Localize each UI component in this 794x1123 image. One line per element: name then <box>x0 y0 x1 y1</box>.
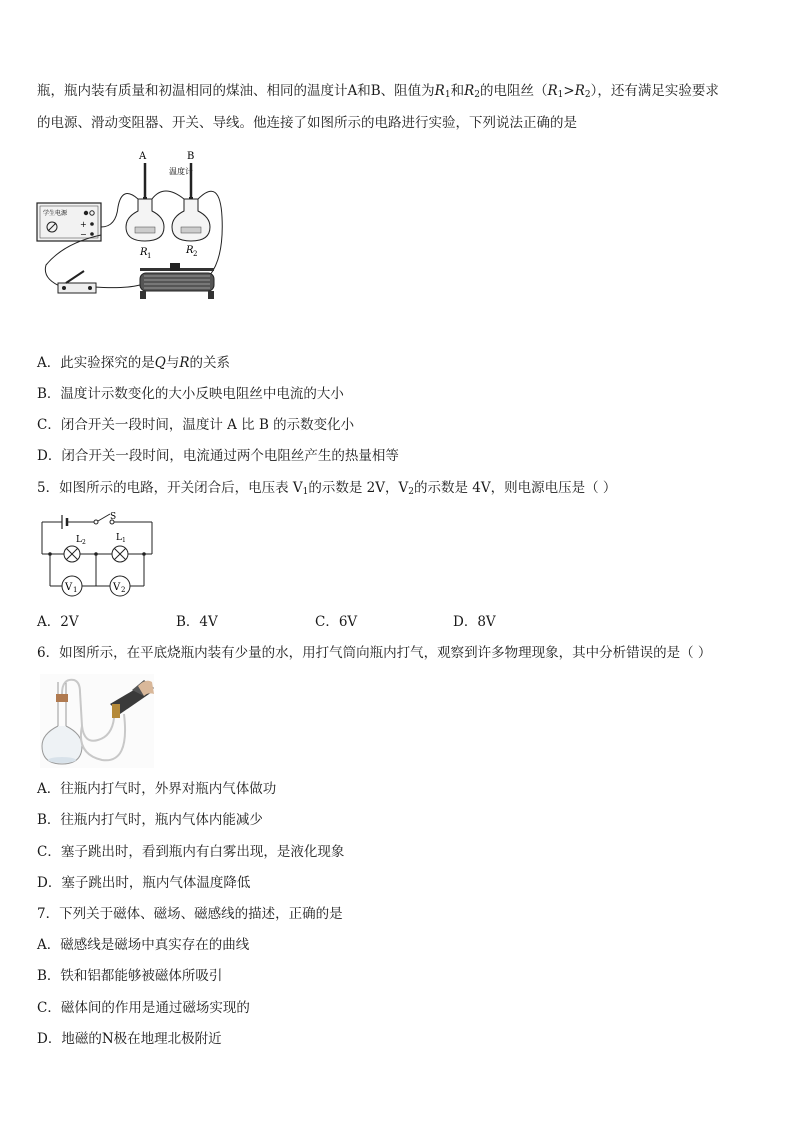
q6-stem: 6．如图所示，在平底烧瓶内装有少量的水，用打气筒向瓶内打气，观察到许多物理现象，其中分析错误的是（ ） <box>37 645 712 661</box>
power-supply-icon <box>37 203 101 241</box>
q7-stem: 7．下列关于磁体、磁场、磁感线的描述，正确的是 <box>37 906 343 922</box>
greater-than: > <box>563 83 575 99</box>
q6-option-c: C．塞子跳出时，看到瓶内有白雾出现，是液化现象 <box>37 844 345 860</box>
q5-option-d: D．8V <box>453 614 496 630</box>
thermometer-label: 温度计 <box>169 167 193 176</box>
q5-stem-sub1: 1 <box>302 487 309 497</box>
flask-r1-icon <box>126 163 164 241</box>
intro-line-2: 的电源、滑动变阻器、开关、导线。他连接了如图所示的电路进行实验，下列说法正确的是 <box>37 115 577 131</box>
intro-text-b: 的电阻丝（ <box>479 83 548 99</box>
svg-text:−: − <box>80 230 87 239</box>
q6-option-a: A．往瓶内打气时，外界对瓶内气体做功 <box>37 781 277 797</box>
v1-label: V <box>65 582 73 593</box>
r2-subscript: 2 <box>474 90 480 100</box>
fig-label-a: A <box>139 151 147 162</box>
fig-r2: R <box>186 245 194 256</box>
lamp-l1-icon <box>112 546 128 562</box>
intro-line-1 <box>37 82 719 104</box>
intro-text-c: ），还有满足实验要求 <box>590 83 719 99</box>
switch-icon <box>58 271 96 293</box>
q4-option-b: B．温度计示数变化的大小反映电阻丝中电流的大小 <box>37 386 344 402</box>
r1-symbol: R <box>434 83 445 99</box>
rheostat-icon <box>140 263 214 299</box>
q5-stem-b: 的示数是 2V，V <box>308 480 409 496</box>
q5-option-b: B．4V <box>176 614 218 630</box>
switch-contact-icon <box>94 520 98 524</box>
switch-lever-icon <box>98 514 110 521</box>
r-symbol: R <box>179 355 190 371</box>
q6-option-b: B．往瓶内打气时，瓶内气体内能减少 <box>37 812 263 828</box>
q7-option-d: D．地磁的N极在地理北极附近 <box>37 1031 222 1047</box>
q5-option-c: C．6V <box>315 614 358 630</box>
svg-text:+: + <box>80 220 87 229</box>
q5-stem-a: 5．如图所示的电路，开关闭合后，电压表 V <box>37 480 303 496</box>
l2-sub: 2 <box>82 539 86 546</box>
l1-label: L <box>116 533 122 543</box>
v2-label: V <box>113 582 121 593</box>
q5-stem-sub2: 2 <box>408 487 414 497</box>
v1-sub: 1 <box>73 586 78 594</box>
r1-subscript: 1 <box>444 90 451 100</box>
q4-option-c: C．闭合开关一段时间，温度计 A 比 B 的示数变化小 <box>37 417 355 433</box>
q4-a-post: 的关系 <box>189 355 230 371</box>
q5-stem-c: 的示数是 4V，则电源电压是（ ） <box>414 480 617 496</box>
lamp-l2-icon <box>64 546 80 562</box>
q5-option-a: A．2V <box>37 614 79 630</box>
cmp-r2-symbol: R <box>574 83 585 99</box>
q6-option-d: D．塞子跳出时，瓶内气体温度降低 <box>37 875 251 891</box>
cmp-r1-symbol: R <box>547 83 558 99</box>
q4-option-a <box>37 354 230 372</box>
fig-r2-sub: 2 <box>193 250 198 258</box>
q4-option-d: D．闭合开关一段时间，电流通过两个电阻丝产生的热量相等 <box>37 448 399 464</box>
supply-label: 学生电源 <box>43 210 68 217</box>
fig-r1: R <box>140 247 148 258</box>
fig-label-b: B <box>187 151 195 162</box>
r2-symbol: R <box>464 83 475 99</box>
q7-option-b: B．铁和铝都能够被磁体所吸引 <box>37 968 223 984</box>
q-symbol: Q <box>154 355 166 371</box>
v2-sub: 2 <box>121 586 126 594</box>
fig-r1-sub: 1 <box>147 252 152 260</box>
flask-pump-figure <box>40 674 154 768</box>
cmp-r1-subscript: 1 <box>557 90 564 100</box>
q4-a-mid: 与 <box>165 355 180 371</box>
cmp-r2-subscript: 2 <box>584 90 591 100</box>
l2-label: L <box>76 535 82 545</box>
q4-a-pre: A．此实验探究的是 <box>37 355 155 371</box>
intro-text-a: 瓶，瓶内装有质量和初温相同的煤油、相同的温度计A和B、阻值为 <box>37 83 435 99</box>
q7-option-c: C．磁体间的作用是通过磁场实现的 <box>37 1000 250 1016</box>
joule-experiment-figure <box>34 147 230 307</box>
l1-sub: 1 <box>122 537 126 544</box>
switch-label: S <box>110 512 117 522</box>
series-circuit-figure <box>38 508 156 600</box>
q7-option-a: A．磁感线是磁场中真实存在的曲线 <box>37 937 250 953</box>
q5-stem <box>37 479 616 501</box>
intro-and: 和 <box>450 83 465 99</box>
